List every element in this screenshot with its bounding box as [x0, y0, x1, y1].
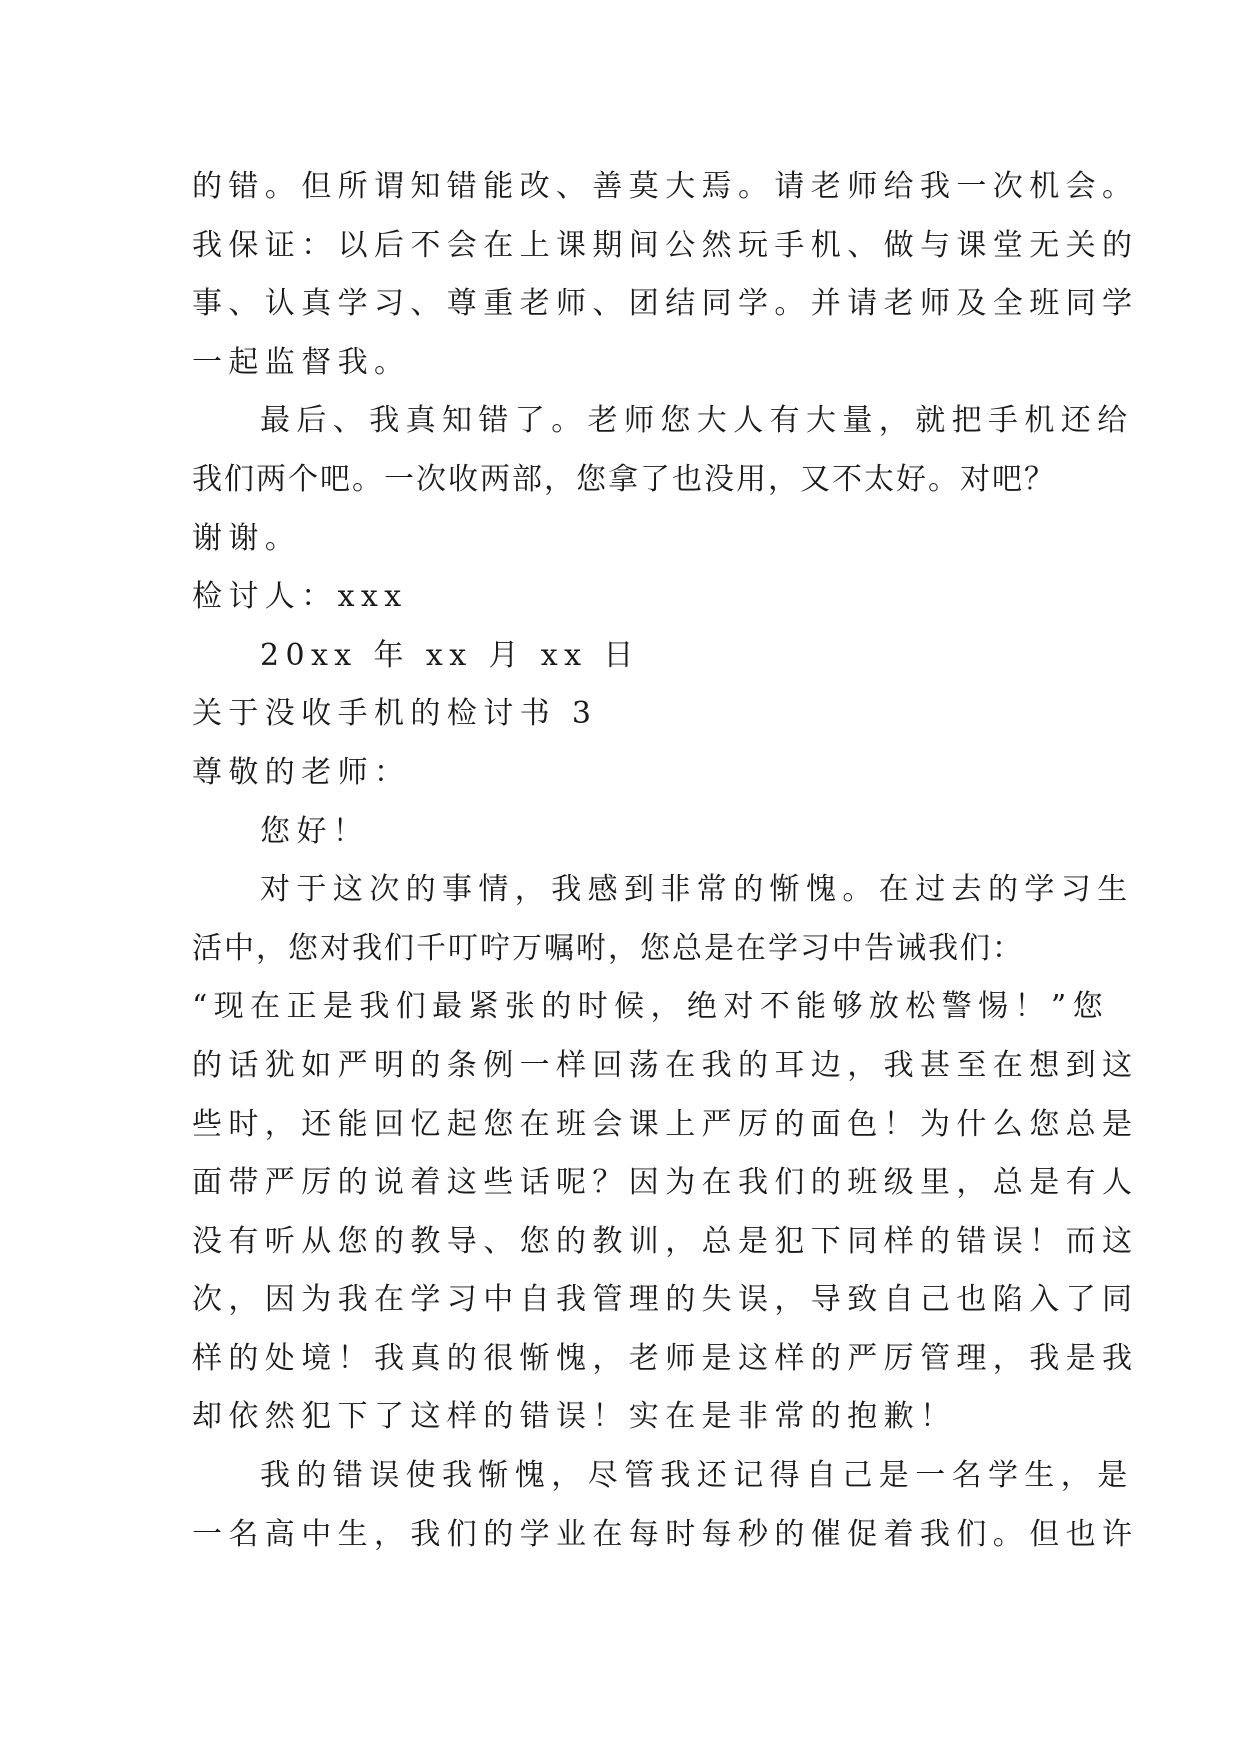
text-line: “现在正是我们最紧张的时候，绝对不能够放松警惕！”您	[192, 989, 1110, 1025]
document-page	[192, 158, 1139, 1564]
text-line: 却依然犯下了这样的错误！实在是非常的抱歉！	[192, 1399, 957, 1435]
section-title: 关于没收手机的检讨书 3	[192, 696, 598, 732]
paragraph-start-line: 最后、我真知错了。老师您大人有大量，就把手机还给	[260, 403, 1134, 439]
text-line: 次，因为我在学习中自我管理的失误，导致自己也陷入了同	[192, 1282, 1139, 1318]
text-line: 我保证：以后不会在上课期间公然玩手机、做与课堂无关的	[192, 227, 1139, 263]
text-line: 我们两个吧。一次收两部，您拿了也没用，又不太好。对吧？	[192, 461, 1056, 497]
text-line: 的话犹如严明的条例一样回荡在我的耳边，我甚至在想到这	[192, 1047, 1139, 1083]
text-line: 没有听从您的教导、您的教训，总是犯下同样的错误！而这	[192, 1223, 1139, 1259]
paragraph-start-line: 我的错误使我惭愧，尽管我还记得自己是一名学生，是	[260, 1458, 1134, 1494]
text-line: 谢谢。	[192, 520, 302, 556]
text-line: 事、认真学习、尊重老师、团结同学。并请老师及全班同学	[192, 286, 1139, 322]
text-line: 的错。但所谓知错能改、善莫大焉。请老师给我一次机会。	[192, 169, 1139, 204]
text-line: 样的处境！我真的很惭愧，老师是这样的严厉管理，我是我	[192, 1340, 1139, 1376]
date-line: 20xx 年 xx 月 xx 日	[260, 637, 640, 673]
signature-line: 检讨人：xxx	[192, 579, 408, 615]
text-line: 活中，您对我们千叮咛万嘱咐，您总是在学习中告诫我们：	[192, 930, 1024, 966]
salutation: 尊敬的老师：	[192, 754, 411, 790]
text-line: 一起监督我。	[192, 344, 411, 380]
text-line: 面带严厉的说着这些话呢？因为在我们的班级里，总是有人	[192, 1165, 1139, 1201]
text-line: 些时，还能回忆起您在班会课上严厉的面色！为什么您总是	[192, 1106, 1139, 1142]
greeting: 您好！	[260, 813, 370, 849]
text-line: 一名高中生，我们的学业在每时每秒的催促着我们。但也许	[192, 1516, 1139, 1552]
paragraph-start-line: 对于这次的事情，我感到非常的惭愧。在过去的学习生	[260, 872, 1134, 908]
